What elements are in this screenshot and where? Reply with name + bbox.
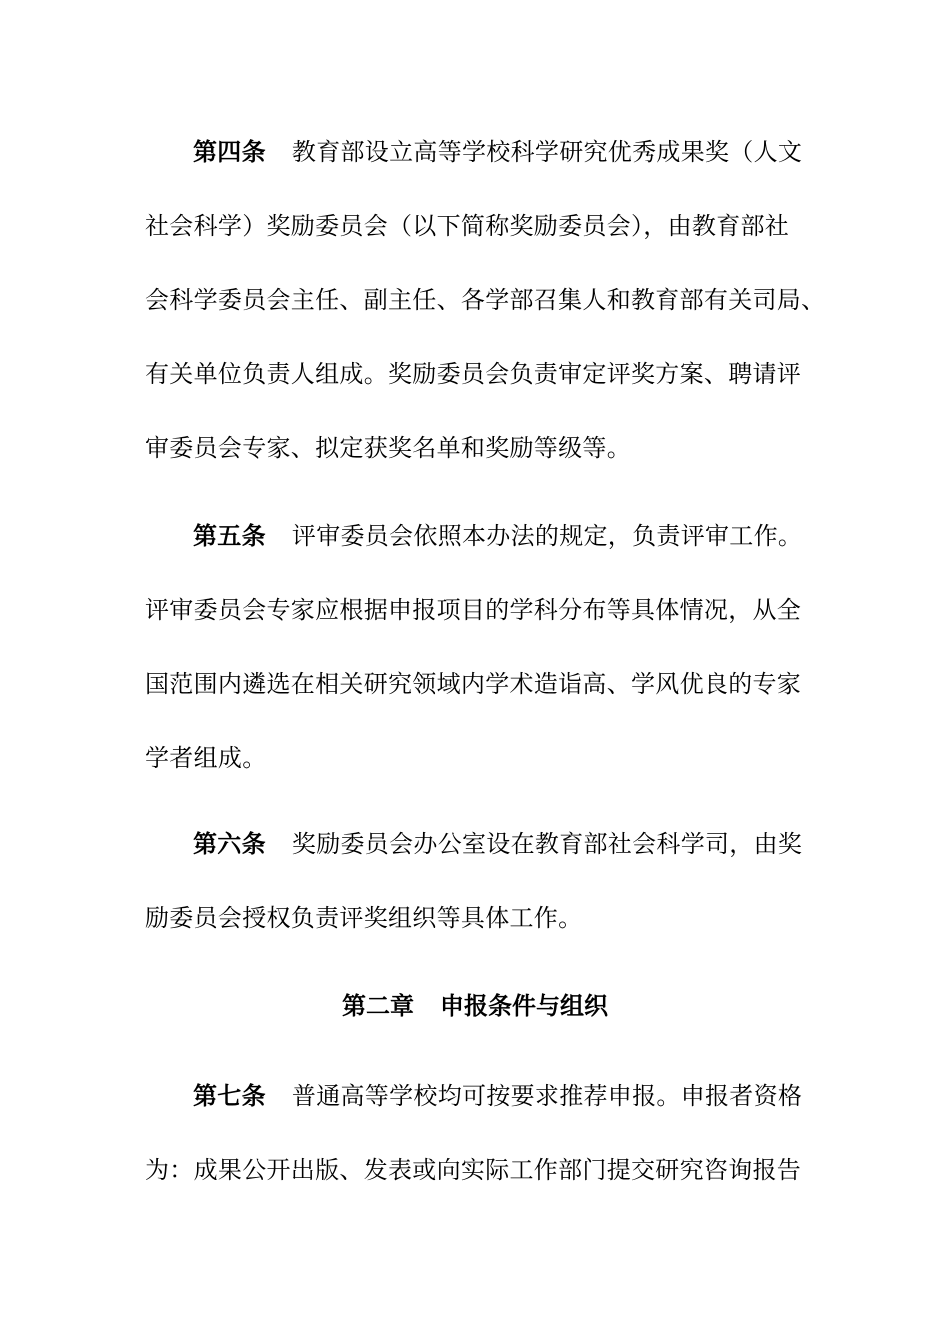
article-6-text-1: 奖励委员会办公室设在教育部社会科学司，由奖 <box>291 830 803 858</box>
article-5-line-2: 评审委员会专家应根据申报项目的学科分布等具体情况，从全 <box>145 596 802 624</box>
article-5-line-4: 学者组成。 <box>145 744 267 772</box>
article-4-label: 第四条 <box>193 138 266 166</box>
article-4-text-1: 教育部设立高等学校科学研究优秀成果奖（人文 <box>291 138 803 166</box>
article-6-line-2: 励委员会授权负责评奖组织等具体工作。 <box>145 904 583 932</box>
article-4-line-1 <box>193 132 833 172</box>
chapter-title: 申报条件与组织 <box>440 992 608 1020</box>
article-7-label: 第七条 <box>193 1082 266 1110</box>
article-4-line-5: 审委员会专家、拟定获奖名单和奖励等级等。 <box>145 434 631 462</box>
article-4-line-2: 社会科学）奖励委员会（以下简称奖励委员会），由教育部社 <box>145 212 790 240</box>
article-5-text-1: 评审委员会依照本办法的规定，负责评审工作。 <box>291 522 803 550</box>
article-6-line-1 <box>193 824 833 864</box>
article-4-line-4: 有关单位负责人组成。奖励委员会负责审定评奖方案、聘请评 <box>145 360 802 388</box>
chapter-number: 第二章 <box>342 992 414 1020</box>
article-5-label: 第五条 <box>193 522 266 550</box>
article-7-line-2: 为：成果公开出版、发表或向实际工作部门提交研究咨询报告 <box>145 1156 802 1184</box>
chapter-heading <box>0 986 950 1026</box>
article-7-line-1 <box>193 1076 833 1116</box>
article-6-label: 第六条 <box>193 830 266 858</box>
article-7-text-1: 普通高等学校均可按要求推荐申报。申报者资格 <box>291 1082 803 1110</box>
article-5-line-1 <box>193 516 833 556</box>
article-4-line-3: 会科学委员会主任、副主任、各学部召集人和教育部有关司局、 <box>145 286 826 314</box>
article-5-line-3: 国范围内遴选在相关研究领域内学术造诣高、学风优良的专家 <box>145 670 802 698</box>
